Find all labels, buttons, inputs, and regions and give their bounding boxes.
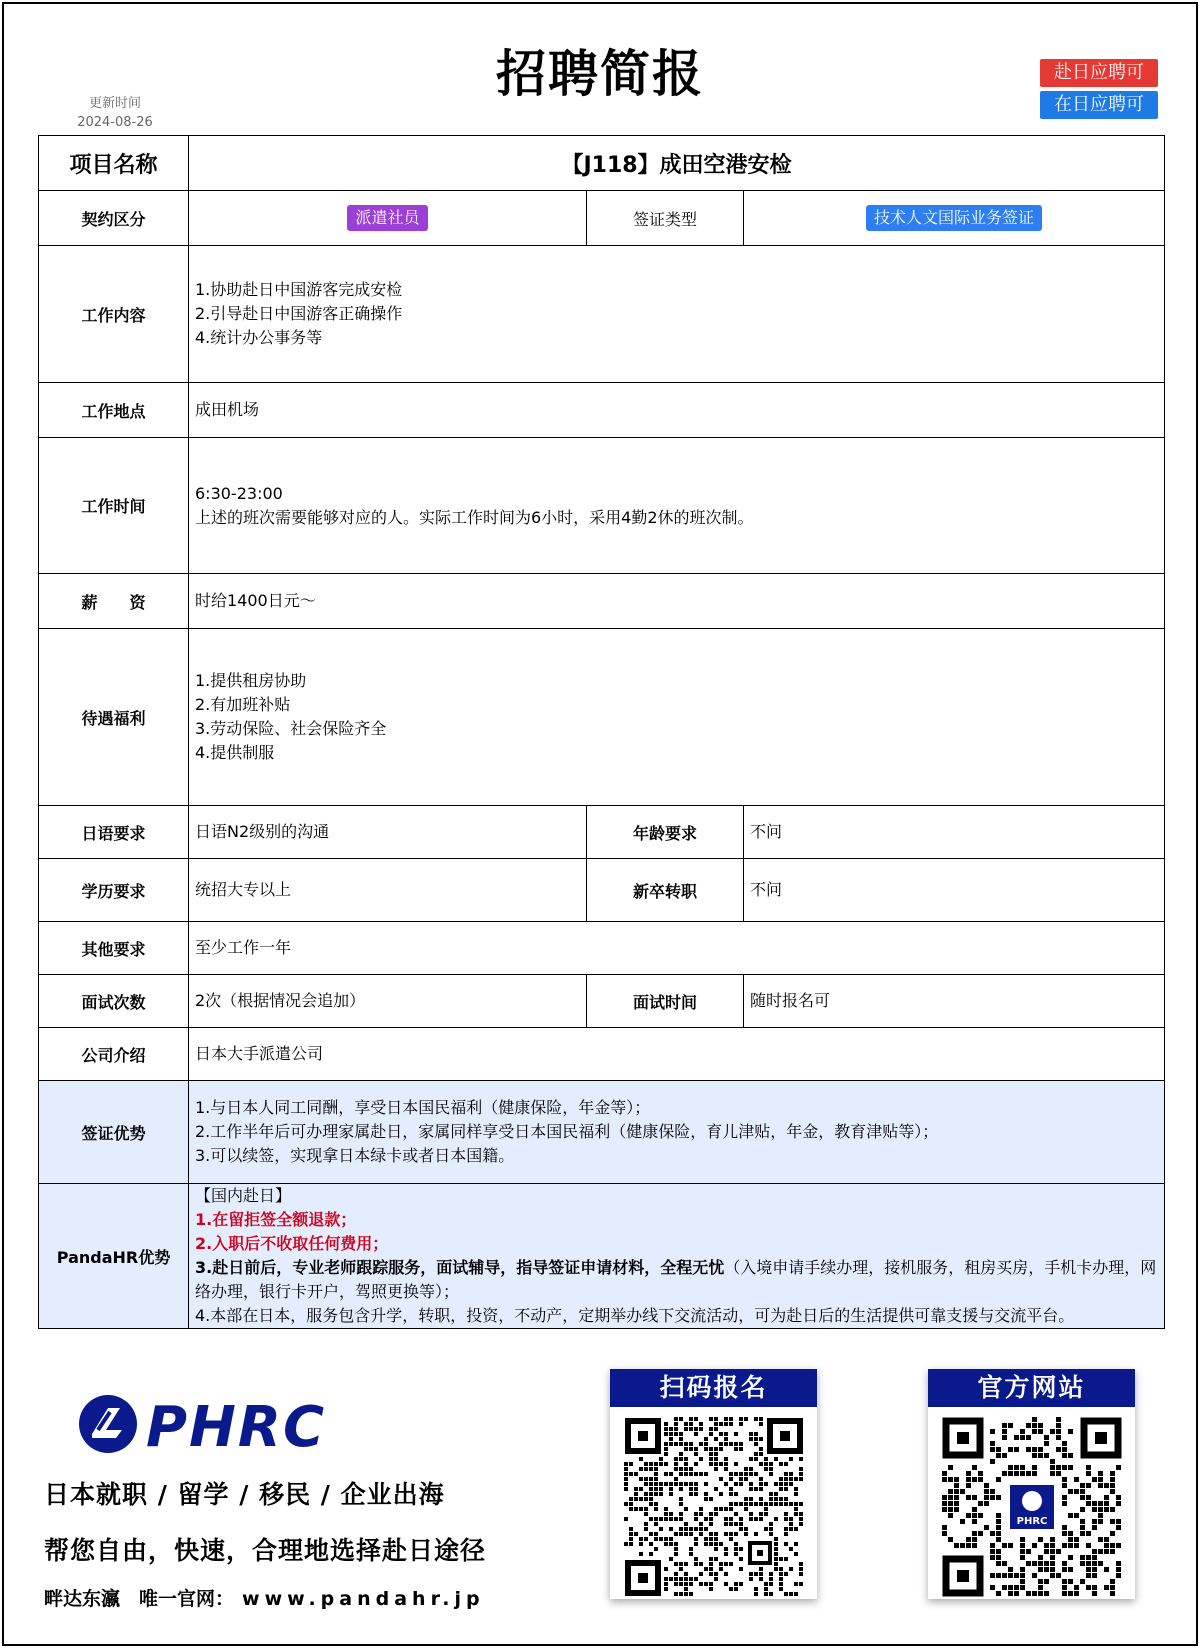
qr-register-code-icon[interactable] <box>624 1417 804 1597</box>
tag-apply-in-japan: 在日应聘可 <box>1040 91 1158 119</box>
visa-advantages-label: 签证优势 <box>39 1081 189 1184</box>
interview-time-label: 面试时间 <box>587 975 744 1028</box>
page-title: 招聘简报 <box>496 45 704 103</box>
pandahr-line-hq: 4.本部在日本，服务包含升学，转职，投资，不动产，定期举办线下交流活动，可为赴日后的生活提供可靠支援与交流平台。 <box>195 1306 1075 1325</box>
benefits-value <box>189 629 1165 806</box>
age-label: 年龄要求 <box>587 806 744 859</box>
hours-line: 6:30-23:00 <box>195 483 283 503</box>
table-row-benefits <box>39 629 1165 806</box>
salary-label: 薪 资 <box>39 574 189 629</box>
qr-center-logo-text: PHRC <box>1016 1516 1047 1527</box>
table-row-project <box>39 136 1165 191</box>
work-content-value <box>189 246 1165 383</box>
table-row-education <box>39 859 1165 922</box>
work-content-label: 工作内容 <box>39 246 189 383</box>
table-row-other <box>39 922 1165 975</box>
hours-line: 上述的班次需要能够对应的人。实际工作时间为6小时，采用4勤2休的班次制。 <box>195 507 754 527</box>
contract-cell <box>189 191 587 246</box>
interview-time-value: 随时报名可 <box>744 975 1165 1028</box>
benefits-line: 1.提供租房协助 <box>195 671 307 690</box>
pandahr-advantages-value <box>189 1184 1165 1329</box>
japanese-value: 日语N2级别的沟通 <box>189 806 587 859</box>
logo-wordmark: PHRC <box>146 1395 327 1458</box>
salary-value: 时给1400日元～ <box>189 574 1165 629</box>
newgrad-value: 不问 <box>744 859 1165 922</box>
benefits-line: 3.劳动保险、社会保险齐全 <box>195 719 387 738</box>
benefits-label: 待遇福利 <box>39 629 189 806</box>
education-value: 统招大专以上 <box>189 859 587 922</box>
contract-label: 契约区分 <box>39 191 189 246</box>
hours-label: 工作时间 <box>39 438 189 574</box>
age-value: 不问 <box>744 806 1165 859</box>
visa-type-badge: 技术人文国际业务签证 <box>866 205 1042 231</box>
visa-advantage-line: 1.与日本人同工同酬，享受日本国民福利（健康保险，年金等）； <box>195 1098 651 1117</box>
qr-card-website <box>928 1369 1135 1599</box>
visa-advantage-line: 3.可以续签，实现拿日本绿卡或者日本国籍。 <box>195 1146 515 1165</box>
website-link[interactable]: www.pandahr.jp <box>242 1588 485 1610</box>
japanese-label: 日语要求 <box>39 806 189 859</box>
slogan-tagline: 帮您自由，快速，合理地选择赴日途径 <box>44 1536 487 1565</box>
table-row-interview <box>39 975 1165 1028</box>
table-row-contract <box>39 191 1165 246</box>
visa-type-label: 签证类型 <box>587 191 744 246</box>
interview-count-label: 面试次数 <box>39 975 189 1028</box>
qr-card-register <box>610 1369 817 1599</box>
table-row-japanese <box>39 806 1165 859</box>
updated-label: 更新时间 <box>88 96 141 111</box>
job-info-table <box>38 135 1165 1329</box>
visa-type-cell <box>744 191 1165 246</box>
benefits-line: 4.提供制服 <box>195 743 275 762</box>
pandahr-line-service-bold: 3.赴日前后，专业老师跟踪服务，面试辅导，指导签证申请材料，全程无忧 <box>195 1258 725 1277</box>
other-label: 其他要求 <box>39 922 189 975</box>
interview-count-value: 2次（根据情况会追加） <box>189 975 587 1028</box>
pandahr-line-service <box>195 1256 1158 1304</box>
hours-value <box>189 438 1165 574</box>
contract-badge: 派遣社员 <box>347 205 427 231</box>
company-value: 日本大手派遣公司 <box>189 1028 1165 1081</box>
visa-advantages-value <box>189 1081 1165 1184</box>
table-row-work-content <box>39 246 1165 383</box>
website-line <box>44 1584 485 1611</box>
location-value: 成田机场 <box>189 383 1165 438</box>
work-content-line: 1.协助赴日中国游客完成安检 <box>195 280 403 299</box>
pandahr-line-refund: 1.在留拒签全额退款； <box>195 1210 357 1229</box>
project-value: 【J118】成田空港安检 <box>189 136 1165 191</box>
table-row-salary <box>39 574 1165 629</box>
qr-register-title: 扫码报名 <box>610 1369 817 1407</box>
pandahr-line-service-detail: （入境申请手续办理，接机服务，租房买房，手机卡办理，网络办理，银行卡开户，驾照更换等）； <box>195 1258 1157 1301</box>
qr-website-code-icon[interactable] <box>942 1417 1122 1597</box>
work-content-line: 2.引导赴日中国游客正确操作 <box>195 304 403 323</box>
table-row-visa-advantages <box>39 1081 1165 1184</box>
education-label: 学历要求 <box>39 859 189 922</box>
project-label: 项目名称 <box>39 136 189 191</box>
company-label: 公司介绍 <box>39 1028 189 1081</box>
pandahr-advantages-label: PandaHR优势 <box>39 1184 189 1329</box>
newgrad-label: 新卒转职 <box>587 859 744 922</box>
updated-date: 2024-08-26 <box>77 115 153 130</box>
qr-website-title: 官方网站 <box>928 1369 1135 1407</box>
service-tagline: 日本就职 / 留学 / 移民 / 企业出海 <box>44 1480 445 1509</box>
table-row-location <box>39 383 1165 438</box>
benefits-line: 2.有加班补贴 <box>195 695 291 714</box>
table-row-hours <box>39 438 1165 574</box>
work-content-line: 4.统计办公事务等 <box>195 328 323 347</box>
pandahr-line-no-fee: 2.入职后不收取任何费用； <box>195 1234 389 1253</box>
website-prefix: 畔达东瀛 唯一官网： <box>44 1588 235 1610</box>
phrc-logo <box>78 1390 348 1462</box>
table-row-company <box>39 1028 1165 1081</box>
pandahr-heading: 【国内赴日】 <box>195 1186 292 1205</box>
table-row-pandahr-advantages <box>39 1184 1165 1329</box>
other-value: 至少工作一年 <box>189 922 1165 975</box>
visa-advantage-line: 2.工作半年后可办理家属赴日，家属同样享受日本国民福利（健康保险，育儿津贴，年金，教育津贴等）； <box>195 1122 939 1141</box>
location-label: 工作地点 <box>39 383 189 438</box>
tag-apply-from-china: 赴日应聘可 <box>1040 59 1158 87</box>
